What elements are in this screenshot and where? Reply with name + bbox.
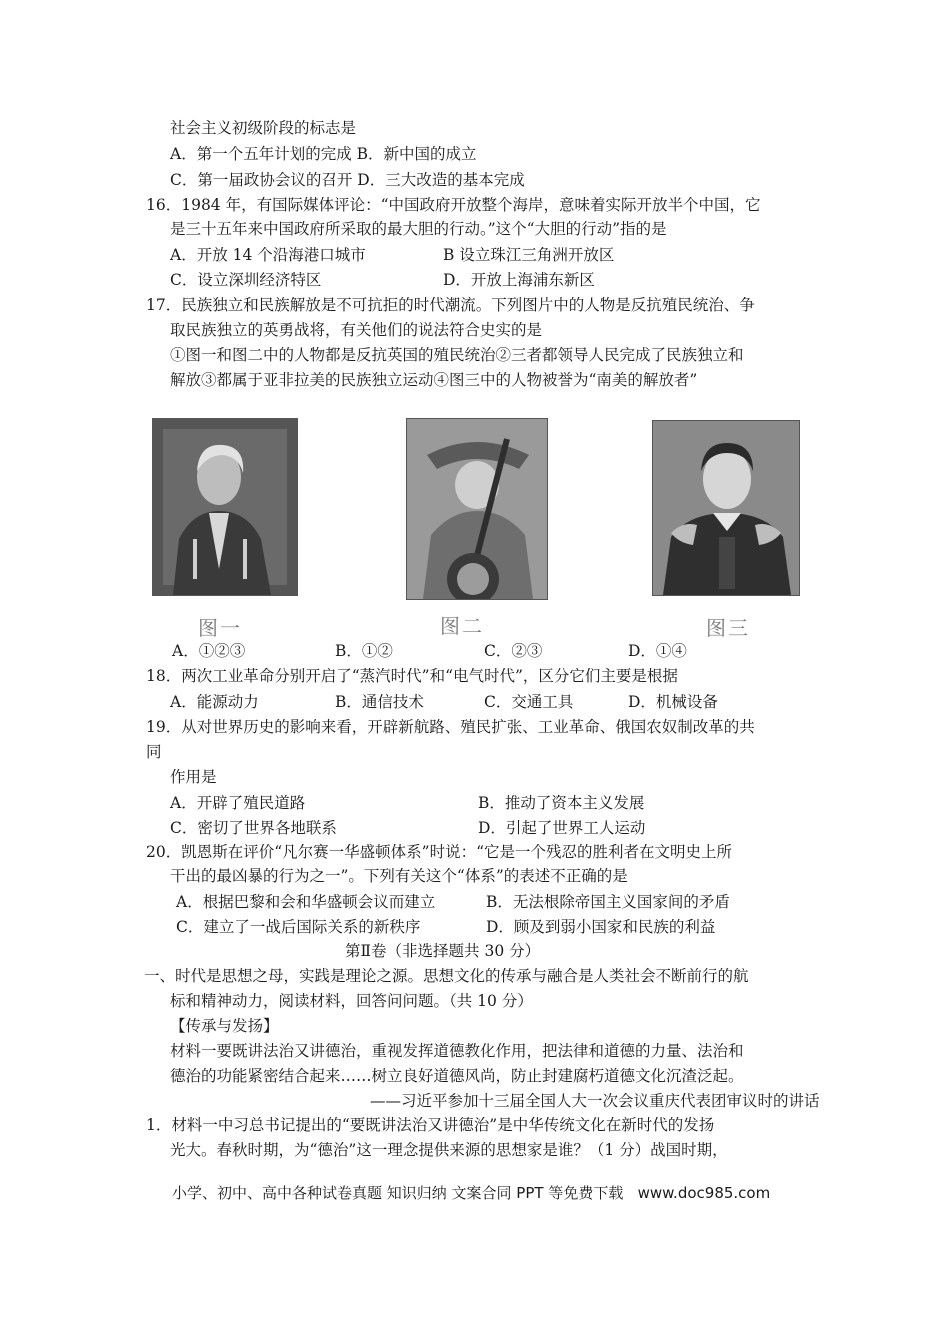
q18-stem: 18．两次工业革命分别开启了“蒸汽时代”和“电气时代”，区分它们主要是根据	[146, 667, 678, 685]
section1-stem-1: 一、时代是思想之母，实践是理论之源。思想文化的传承与融合是人类社会不断前行的航	[144, 967, 749, 985]
caption-figure-1: 图一	[198, 616, 242, 640]
q16-option-a: A．开放 14 个沿海港口城市	[170, 246, 366, 264]
q16-option-d: D．开放上海浦东新区	[443, 271, 595, 289]
part2-heading: 第Ⅱ卷（非选择题共 30 分）	[345, 942, 541, 960]
q19-stem-2: 同	[146, 743, 162, 761]
caption-figure-3: 图三	[706, 616, 750, 640]
q19-option-c: C．密切了世界各地联系	[170, 819, 337, 837]
q19-option-b: B．推动了资本主义发展	[478, 794, 645, 812]
q18-option-a: A．能源动力	[170, 693, 259, 711]
portrait-figure-1	[152, 418, 298, 596]
q19-stem-1: 19．从对世界历史的影响来看，开辟新航路、殖民扩张、工业革命、俄国农奴制改革的共	[146, 718, 755, 736]
material1-line-2: 德治的功能紧密结合起来……树立良好道德风尚，防止封建腐朽道德文化沉渣泛起。	[170, 1067, 744, 1085]
caption-figure-2: 图二	[440, 614, 484, 638]
q18-option-b: B．通信技术	[335, 693, 424, 711]
material1-line-1: 材料一要既讲法治又讲德治，重视发挥道德教化作用，把法律和道德的力量、法治和	[170, 1042, 744, 1060]
q20-option-a: A．根据巴黎和会和华盛顿会议而建立	[176, 893, 436, 911]
q15-options-ab: A．第一个五年计划的完成 B．新中国的成立	[170, 145, 477, 163]
section1-stem-2: 标和精神动力，阅读材料，回答问问题。（共 10 分）	[170, 992, 533, 1010]
q20-stem-1: 20．凯恩斯在评价“凡尔赛一华盛顿体系”时说：“它是一个残忍的胜利者在文明史上所	[146, 843, 732, 861]
q19-stem-3: 作用是	[170, 768, 217, 786]
q17-option-c: C．②③	[484, 642, 543, 660]
q1-stem-1: 1．材料一中习总书记提出的“要既讲法治又讲德治”是中华传统文化在新时代的发扬	[146, 1116, 715, 1134]
q20-stem-2: 干出的最凶暴的行为之一”。下列有关这个“体系”的表述不正确的是	[170, 867, 628, 885]
q16-stem-1: 16．1984 年，有国际媒体评论：“中国政府开放整个海岸，意味着实际开放半个中国，它	[146, 196, 761, 214]
q19-option-a: A．开辟了殖民道路	[170, 794, 306, 812]
q16-stem-2: 是三十五年来中国政府所采取的最大胆的行动。”这个“大胆的行动”指的是	[170, 220, 667, 238]
portrait-figure-3	[652, 420, 800, 596]
q17-option-b: B．①②	[335, 642, 393, 660]
q17-stem-4: 解放③都属于亚非拉美的民族独立运动④图三中的人物被誉为“南美的解放者”	[170, 371, 698, 389]
q15-stem: 社会主义初级阶段的标志是	[170, 119, 357, 137]
q16-option-b: B 设立珠江三角洲开放区	[443, 246, 615, 264]
material1-source: ——习近平参加十三届全国人大一次会议重庆代表团审议时的讲话	[370, 1092, 820, 1110]
q20-option-d: D．顾及到弱小国家和民族的利益	[486, 918, 716, 936]
q17-option-d: D．①④	[628, 642, 687, 660]
q17-option-a: A．①②③	[172, 642, 246, 660]
q17-stem-2: 取民族独立的英勇战将，有关他们的说法符合史实的是	[170, 321, 543, 339]
q17-stem-1: 17．民族独立和民族解放是不可抗拒的时代潮流。下列图片中的人物是反抗殖民统治、争	[146, 296, 755, 314]
q16-option-c: C．设立深圳经济特区	[170, 271, 322, 289]
q18-option-c: C．交通工具	[484, 693, 574, 711]
q17-stem-3: ①图一和图二中的人物都是反抗英国的殖民统治②三者都领导人民完成了民族独立和	[170, 346, 744, 364]
q20-option-c: C．建立了一战后国际关系的新秩序	[176, 918, 421, 936]
q19-option-d: D．引起了世界工人运动	[478, 819, 646, 837]
q1-stem-2: 光大。春秋时期，为“德治”这一理念提供来源的思想家是谁？（1 分）战国时期，	[170, 1141, 728, 1159]
portrait-figure-2	[406, 418, 548, 600]
q15-options-cd: C．第一届政协会议的召开 D．三大改造的基本完成	[170, 171, 525, 189]
subheading-inherit: 【传承与发扬】	[170, 1017, 279, 1035]
q20-option-b: B．无法根除帝国主义国家间的矛盾	[486, 893, 730, 911]
q18-option-d: D．机械设备	[628, 693, 718, 711]
page-footer: 小学、初中、高中各种试卷真题 知识归纳 文案合同 PPT 等免费下载 www.doc985.com	[172, 1184, 771, 1202]
